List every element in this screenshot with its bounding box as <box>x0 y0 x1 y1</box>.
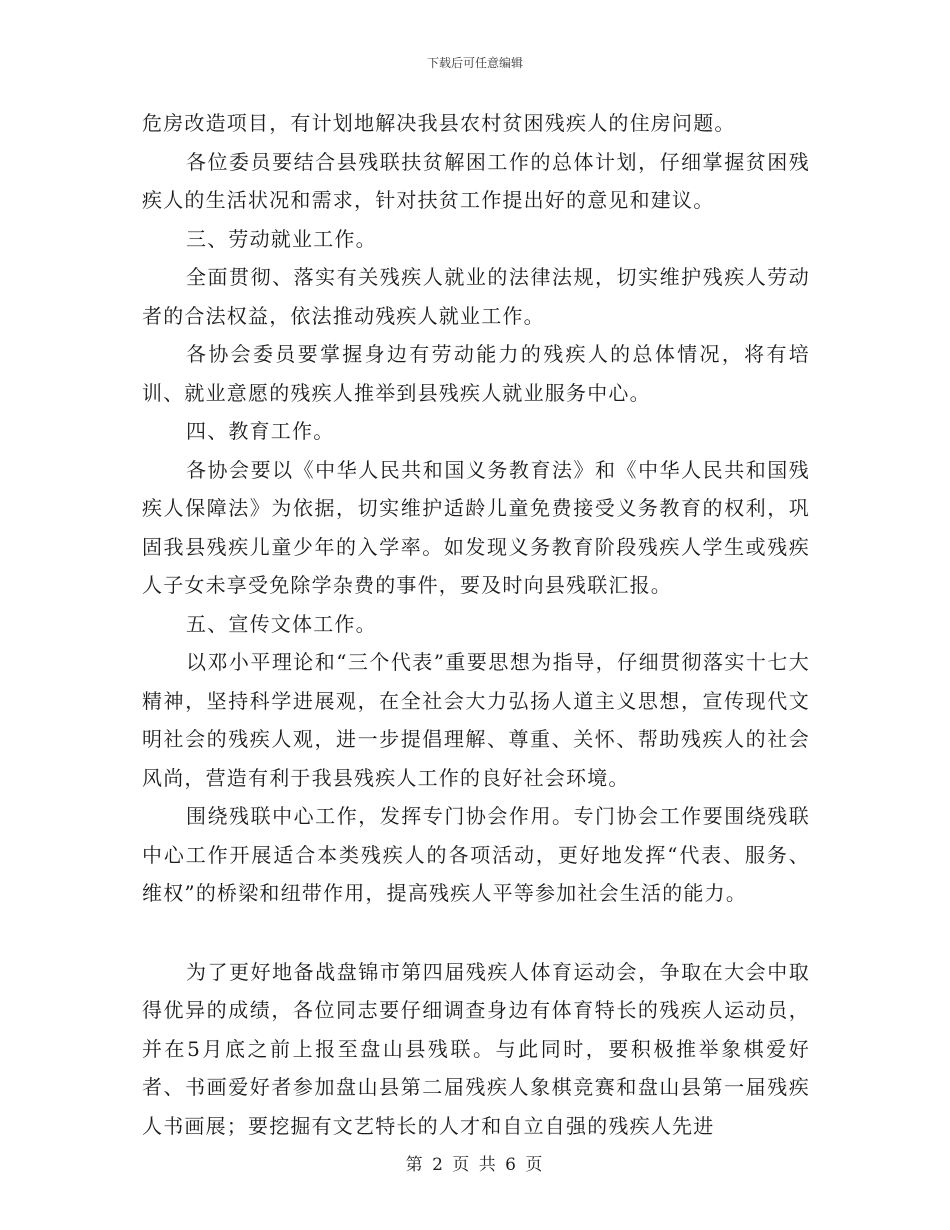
document-body <box>142 104 810 1145</box>
paragraph: 各协会要以《中华人民共和国义务教育法》和《中华人民共和国残疾人保障法》为依据，切实维护适龄儿童免费接受义务教育的权利，巩固我县残疾儿童少年的入学率。如发现义务教育阶段残疾人学生或残疾人子女未享受免除学杂费的事件，要及时向县残联汇报。 <box>142 457 810 597</box>
page-number: 第 2 页 共 6 页 <box>405 1155 545 1175</box>
paragraph-gap <box>142 913 810 953</box>
paragraph: 各位委员要结合县残联扶贫解困工作的总体计划，仔细掌握贫困残疾人的生活状况和需求，针对扶贫工作提出好的意见和建议。 <box>142 149 810 212</box>
header-note: 下载后可任意编辑 <box>426 56 523 70</box>
paragraph: 为了更好地备战盘锦市第四届残疾人体育运动会，争取在大会中取得优异的成绩，各位同志要仔细调查身边有体育特长的残疾人运动员，并在5月底之前上报至盘山县残联。与此同时，要积极推举象棋爱好者、书画爱好者参加盘山县第二届残疾人象棋竞赛和盘山县第一届残疾人书画展；要挖掘有文艺特长的人才和自立自强的残疾人先进 <box>142 959 810 1138</box>
section-heading: 五、宣传文体工作。 <box>186 611 377 636</box>
section-heading: 三、劳动就业工作。 <box>186 226 377 251</box>
paragraph: 危房改造项目，有计划地解决我县农村贫困残疾人的住房问题。 <box>142 111 736 135</box>
paragraph: 全面贯彻、落实有关残疾人就业的法律法规，切实维护残疾人劳动者的合法权益，依法推动残疾人就业工作。 <box>142 265 810 328</box>
section-heading: 四、教育工作。 <box>186 419 335 443</box>
paragraph: 各协会委员要掌握身边有劳动能力的残疾人的总体情况，将有培训、就业意愿的残疾人推举到县残疾人就业服务中心。 <box>142 342 810 405</box>
paragraph: 围绕残联中心工作，发挥专门协会作用。专门协会工作要围绕残联中心工作开展适合本类残疾人的各项活动，更好地发挥“代表、服务、维权”的桥梁和纽带作用，提高残疾人平等参加社会生活的能力。 <box>142 804 810 905</box>
paragraph: 以邓小平理论和“三个代表”重要思想为指导，仔细贯彻落实十七大精神，坚持科学进展观，在全社会大力弘扬人道主义思想，宣传现代文明社会的残疾人观，进一步提倡理解、尊重、关怀、帮助残疾人的社会风尚，营造有利于我县残疾人工作的良好社会环境。 <box>142 650 810 790</box>
